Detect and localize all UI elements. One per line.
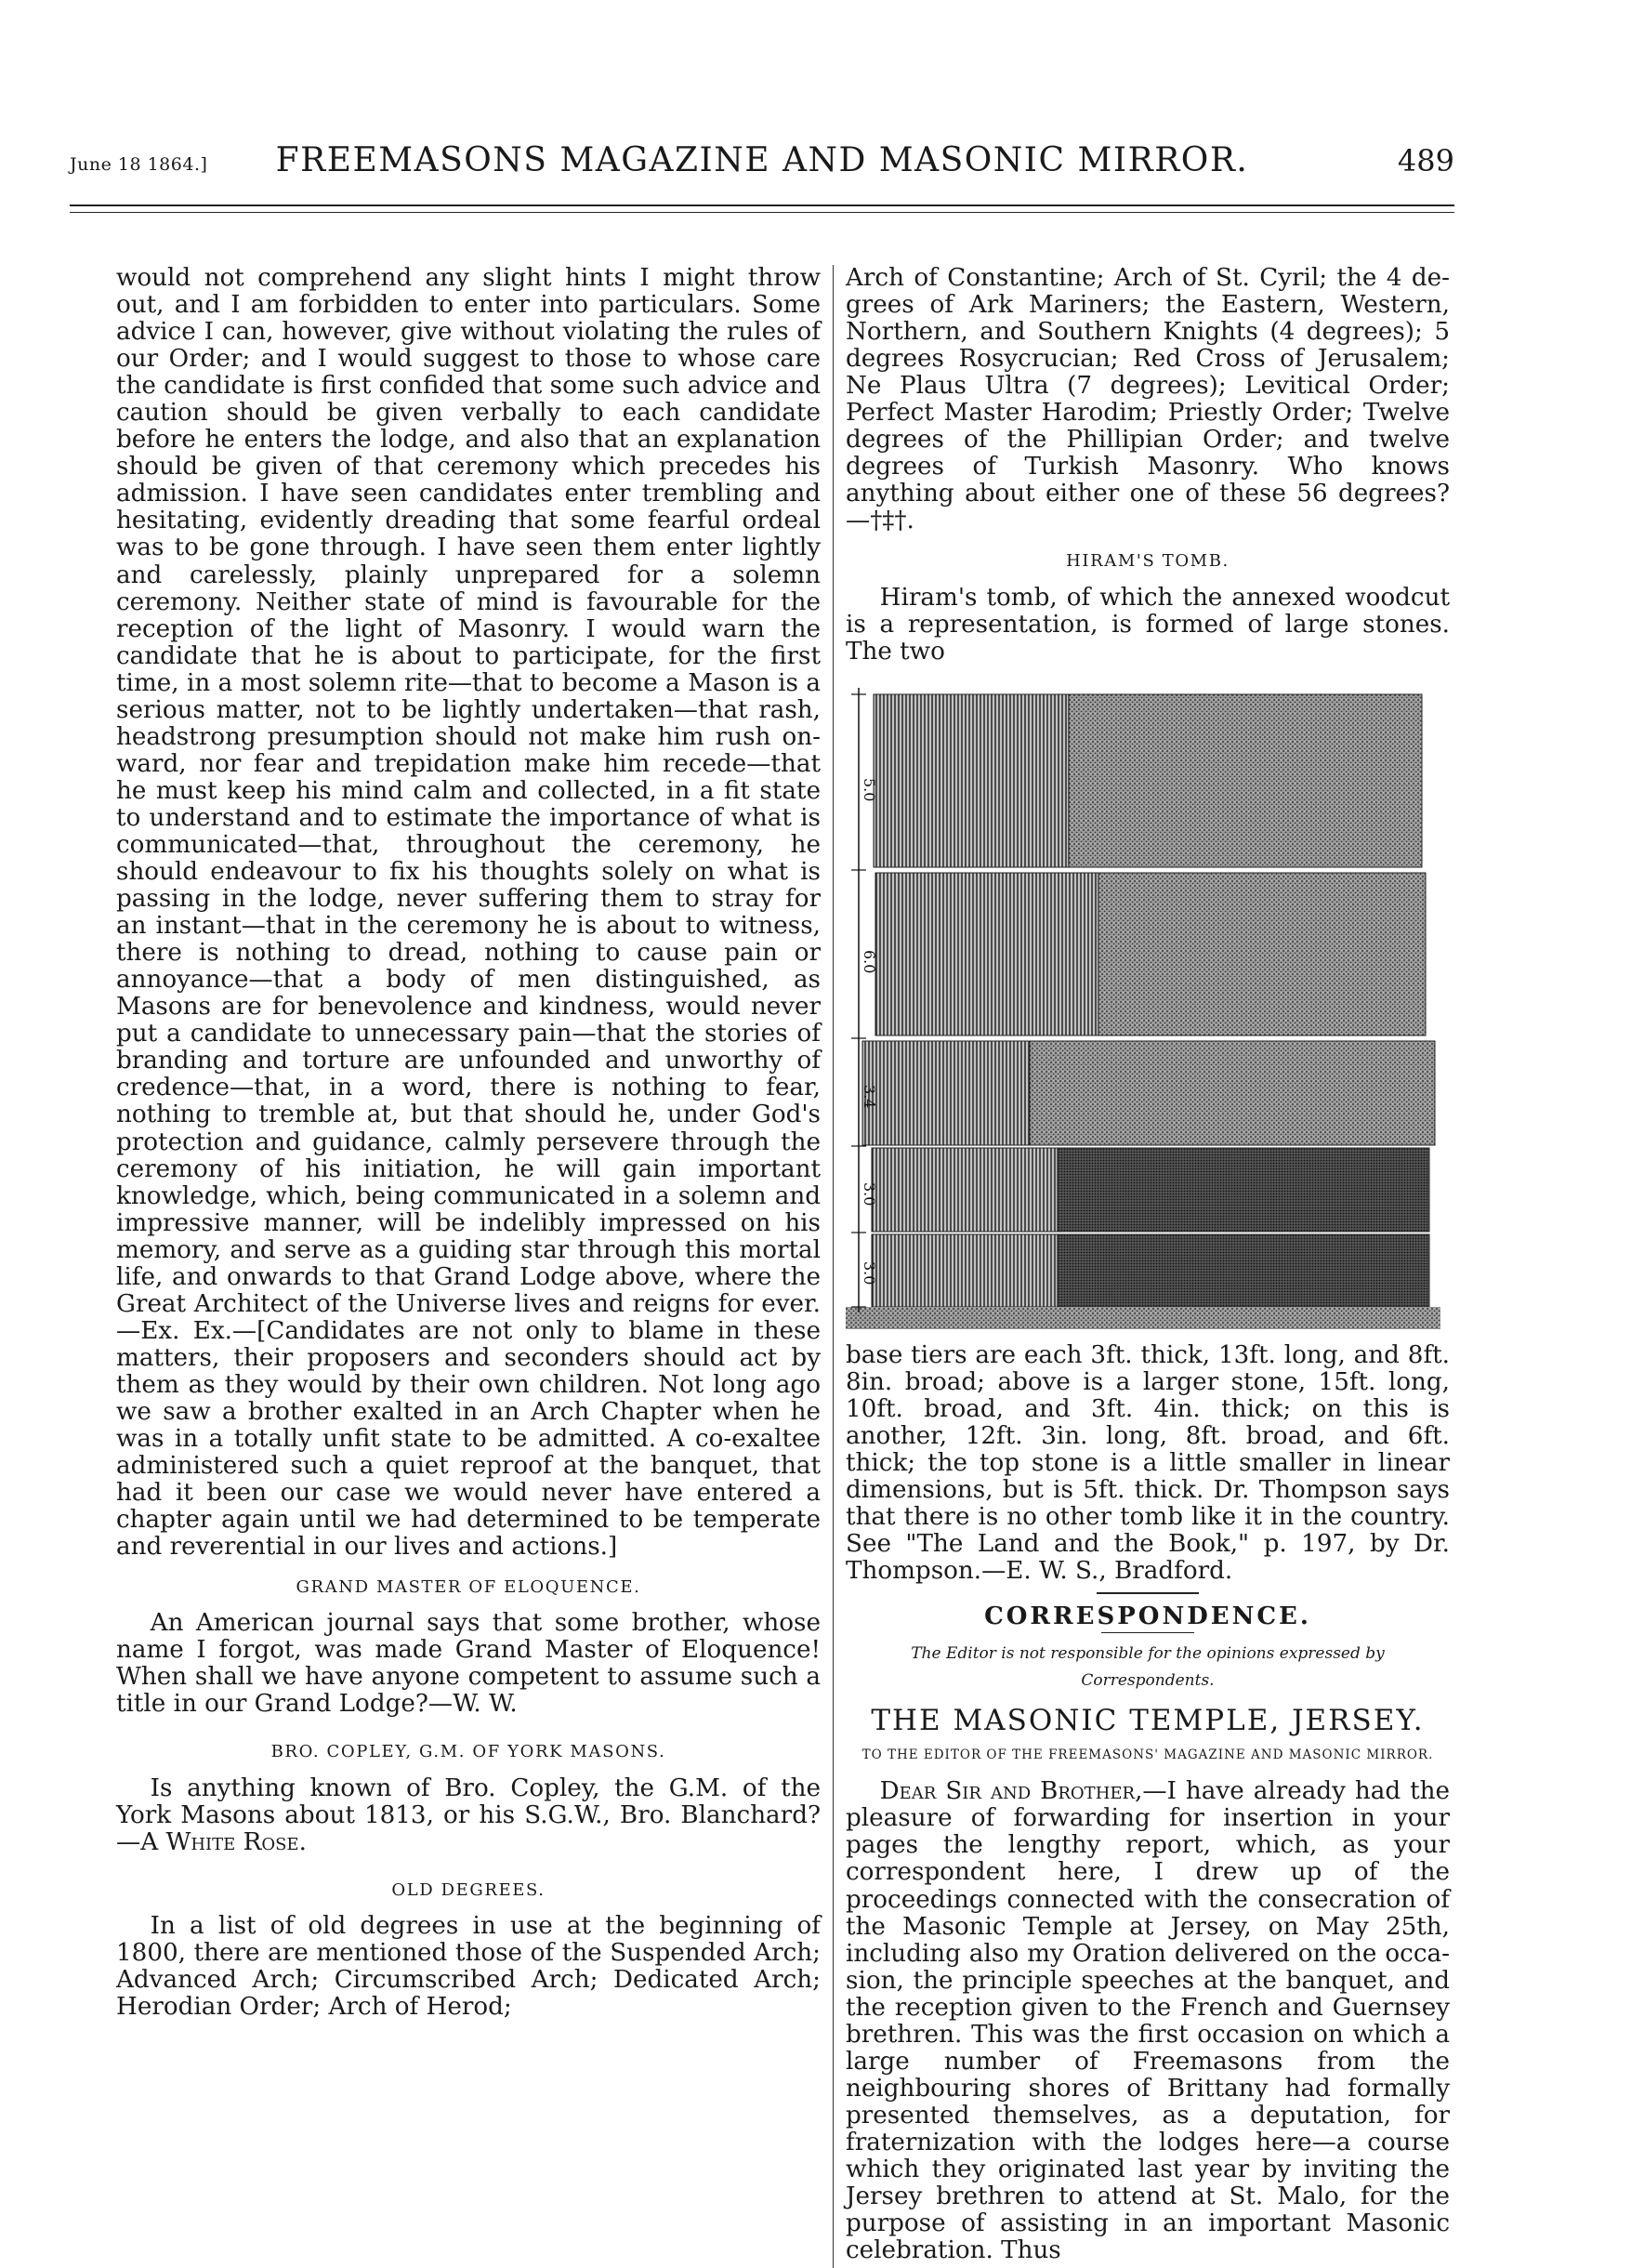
right-column bbox=[846, 265, 1450, 2264]
tomb-engraving bbox=[846, 671, 1440, 1333]
copley-query: Is anything known of Bro. Copley, the G.M. of the York Masons about 1813, or his S.G.W., Bro. Blanchard?—A bbox=[116, 1774, 821, 1856]
header-rule-thin bbox=[70, 212, 1454, 213]
header-rule bbox=[70, 204, 1454, 206]
editor-disclaimer: The Editor is not responsible for the opinions expressed by Correspondents. bbox=[911, 1644, 1385, 1691]
article-continuation: would not comprehend any slight hints I might throw out, and I am forbidden to enter into particulars. Some advice I can, however, give without violating the rules of our Order; and I would suggest to those to whose care the candidate is first confided that some such advice and caution should be given verbally to each candidate before he enters the lodge, and also that an explanation should be given of that ceremony which precedes his admission. I have seen candidates enter trembling and hesitating, evidently dreading that some fearful ordeal was to be gone through. I have seen them enter lightly and carelessly, plainly unprepared for a solemn ceremony. Neither state of mind is favourable for the reception of the light of Masonry. I would warn the candidate that he is about to participate, for the first time, in a most solemn rite—that to become a Mason is a serious matter, not to be lightly undertaken—that rash, headstrong presumption should not make him rush onward, nor fear and trepidation make him recede—that he must keep his mind calm and collected, in a fit state to understand and to estimate the importance of what is communicated—that, throughout the ceremony, he should endeavour to fix his thoughts solely on what is passing in the lodge, never suffering them to stray for an instant—that in the ceremony he is about to witness, there is nothing to dread, nothing to cause pain or annoyance—that a body of men distinguished, as Masons are for benevolence and kindness, would never put a candidate to unnecessary pain—that the stories of branding and torture are unfounded and unworthy of credence—that, in a word, there is nothing to fear, nothing to tremble at, but that should he, under God's protection and guidance, calmly persevere through the ceremony of his initiation, he will gain important knowledge, which, being communicated in a solemn and impressive manner, will be indelibly impressed on his memory, and serve as a guiding star through this mortal life, and onwards to that Grand Lodge above, where the Great Architect of the Universe lives and reigns for ever.—Ex. Ex.—[Candidates are not only to blame in these matters, their proposers and seconders should act by them as they would by their own children. Not long ago we saw a brother exalted in an Arch Chapter when he was in a totally unfit state to be admitted. A co-exaltee administered such a quiet reproof at the banquet, that had it been our case we would never have entered a chapter again until we had determined to be temperate and reverential in our lives and actions.] bbox=[116, 264, 821, 1562]
letter-body: —I have already had the pleasure of forwarding for insertion in your pages the lengthy report, which, as your correspondent here, I drew up of the proceedings connected with the consecration of the Masonic Temple at Jersey, on May 25th, including also my Oration delivered on the occasion, the principle speeches at the banquet, and the reception given to the French and Guernsey brethren. This was the first occasion on which a large number of Freemasons from the neighbouring shores of Brittany had formally presented themselves, as a deputation, for fraternization with the lodges here—a course which they originated last year by inviting the Jersey brethren to attend at St. Malo, for the purpose of assisting in an important Masonic celebration. Thus bbox=[846, 1777, 1450, 2265]
correspondence-rule bbox=[1101, 1632, 1194, 1633]
dimension-label-third: 3.4 bbox=[861, 1084, 878, 1109]
paragraph-tomb-intro: Hiram's tomb, of which the annexed woodcut is a representation, is formed of large stones. The two bbox=[846, 583, 1450, 666]
paragraph-old-degrees: In a list of old degrees in use at the beginning of 1800, there are mentioned those of the Suspended Arch; Advanced Arch; Circumscribed Arch; Dedicated Arch; Herodian Order; Arch of Herod; bbox=[116, 1911, 821, 2021]
copley-signature: White Rose. bbox=[165, 1827, 307, 1856]
paragraph-tomb-dimensions: base tiers are each 3ft. thick, 13ft. long, and 8ft. 8in. broad; above is a larger stone, 15ft. long, 10ft. broad, and 3ft. 4in. thick; on this is another, 12ft. 3in. long, 8ft. broad, and 6ft. thick; the top stone is a little smaller in linear dimensions, but is 5ft. thick. Dr. Thompson says that there is no other tomb like it in the country. See "The Land and the Book," p. 197, by Dr. Thompson.—E. W. S., Bradford. bbox=[846, 1340, 1450, 1586]
section-rule bbox=[1097, 1592, 1199, 1594]
paragraph-degrees-continued: Arch of Constantine; Arch of St. Cyril; the 4 degrees of Ark Mariners; the Eastern, Western, Northern, and Southern Knights (4 degrees); 5 degrees Rosycrucian; Red Cross of Jerusalem; Ne Plaus Ultra (7 degrees); Levitical Order; Perfect Master Harodim; Priestly Order; Twelve degrees of the Phillipian Order; and twelve degrees of Turkish Masonry. Who knows anything about either one of these 56 degrees?—†‡†. bbox=[846, 264, 1450, 535]
heading-correspondence: CORRESPONDENCE. bbox=[984, 1602, 1311, 1631]
paragraph-letter bbox=[846, 1778, 1450, 2264]
page-header bbox=[70, 141, 1454, 188]
issue-date: June 18 1864.] bbox=[70, 154, 208, 175]
dimension-label-fourth: 3.0 bbox=[861, 1181, 878, 1207]
left-column bbox=[116, 265, 821, 2021]
letter-salutation: Dear Sir and Brother, bbox=[879, 1777, 1143, 1806]
heading-hirams-tomb: HIRAM'S TOMB. bbox=[1066, 551, 1230, 572]
heading-grand-master-eloquence: GRAND MASTER OF ELOQUENCE. bbox=[296, 1577, 641, 1598]
column-divider bbox=[833, 265, 834, 2268]
dimension-label-base: 3.0 bbox=[861, 1260, 878, 1286]
page-number: 489 bbox=[1397, 143, 1454, 178]
heading-old-degrees: OLD DEGREES. bbox=[391, 1879, 546, 1900]
hirams-tomb-woodcut bbox=[846, 671, 1440, 1333]
paragraph-eloquence: An American journal says that some brother, whose name I forgot, was made Grand Master of Eloquence! When shall we have anyone competent to assume such a title in our Grand Lodge?—W. W. bbox=[116, 1609, 821, 1719]
paragraph-copley bbox=[116, 1775, 821, 1856]
heading-masonic-temple-jersey: THE MASONIC TEMPLE, JERSEY. bbox=[871, 1704, 1425, 1738]
dimension-label-top: 5.0 bbox=[861, 777, 878, 802]
magazine-title: FREEMASONS MAGAZINE AND MASONIC MIRROR. bbox=[275, 141, 1249, 179]
dimension-label-second: 6.0 bbox=[861, 949, 878, 974]
letter-addressee: TO THE EDITOR OF THE FREEMASONS' MAGAZINE AND MASONIC MIRROR. bbox=[861, 1747, 1434, 1763]
heading-bro-copley: BRO. COPLEY, G.M. OF YORK MASONS. bbox=[270, 1742, 666, 1762]
